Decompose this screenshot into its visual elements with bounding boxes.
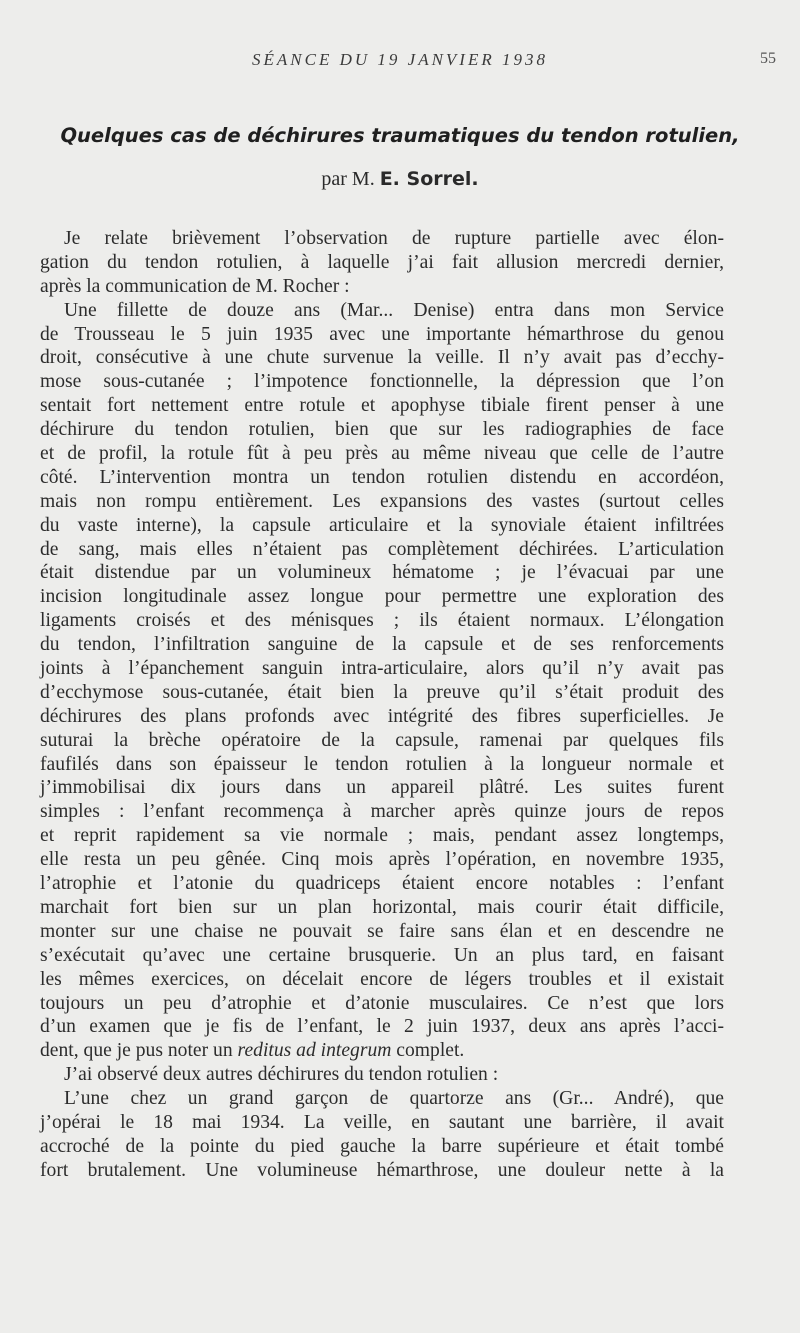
author-name: E. Sorrel. xyxy=(379,168,479,190)
text-line: elle resta un peu gênée. Cinq mois après l’opération, en novembre 1935, xyxy=(40,849,724,871)
text-line: joints à l’épanchement sanguin intra-articulaire, alors qu’il n’y avait pas xyxy=(40,658,724,680)
byline xyxy=(0,168,800,191)
italic-phrase: reditus ad integrum xyxy=(237,1040,392,1062)
text-line: l’atrophie et l’atonie du quadriceps étaient encore notables : l’enfant xyxy=(40,873,724,895)
text-line: était distendue par un volumineux hématome ; je l’évacuai par une xyxy=(40,562,724,584)
text-line: fort brutalement. Une volumineuse hémarthrose, une douleur nette à la xyxy=(40,1159,724,1181)
text-line: Je relate brièvement l’observation de rupture partielle avec élon- xyxy=(64,228,724,249)
text-line: ligaments croisés et des ménisques ; ils étaient normaux. L’élongation xyxy=(40,610,724,632)
text-line: et reprit rapidement sa vie normale ; mais, pendant assez longtemps, xyxy=(40,825,724,847)
running-title: SÉANCE DU 19 JANVIER 1938 xyxy=(252,50,548,69)
text-line: mose sous-cutanée ; l’impotence fonctionnelle, la dépression que l’on xyxy=(40,371,724,393)
text-line: de Trousseau le 5 juin 1935 avec une importante hémarthrose du genou xyxy=(40,323,724,345)
text-line: après la communication de M. Rocher : xyxy=(40,275,350,297)
text-line: Une fillette de douze ans (Mar... Denise) entra dans mon Service xyxy=(64,299,724,321)
text-line: faufilés dans son épaisseur le tendon rotulien à la longueur normale et xyxy=(40,753,724,775)
body-text xyxy=(40,227,724,1183)
text-line: j’opérai le 18 mai 1934. La veille, en sautant une barrière, il avait xyxy=(40,1111,724,1133)
text-line: sentait fort nettement entre rotule et apophyse tibiale firent penser à une xyxy=(40,395,724,417)
text-line: accroché de la pointe du pied gauche la barre supérieure et était tombé xyxy=(40,1135,724,1157)
text-line: d’ecchymose sous-cutanée, était bien la preuve qu’il s’était produit des xyxy=(40,681,724,703)
text-line: simples : l’enfant recommença à marcher après quinze jours de repos xyxy=(40,801,724,823)
text-line: de sang, mais elles n’étaient pas complètement déchirées. L’articulation xyxy=(40,538,724,560)
text-line: mais non rompu entièrement. Les expansions des vastes (surtout celles xyxy=(40,490,724,512)
text-line: et de profil, la rotule fût à peu près au même niveau que celle de l’autre xyxy=(40,443,724,465)
page-number: 55 xyxy=(760,50,776,67)
text-line xyxy=(40,1039,724,1063)
text-line: droit, consécutive à une chute survenue la veille. Il n’y avait pas d’ecchy- xyxy=(40,347,724,369)
text-line: d’un examen que je fis de l’enfant, le 2 juin 1937, deux ans après l’acci- xyxy=(40,1016,724,1038)
text-line-end: complet. xyxy=(391,1040,465,1062)
text-line: déchirures des plans profonds avec intégrité des fibres superficielles. Je xyxy=(40,705,724,727)
text-line: les mêmes exercices, on décelait encore de légers troubles et il existait xyxy=(40,968,724,990)
text-line-start: dent, que je pus noter un xyxy=(40,1040,233,1062)
text-line: marchait fort bien sur un plan horizontal, mais courir était difficile, xyxy=(40,896,724,918)
text-line: incision longitudinale assez longue pour permettre une exploration des xyxy=(40,586,724,608)
article-title: Quelques cas de déchirures traumatiques du tendon rotulien, xyxy=(60,124,740,147)
text-line: toujours un peu d’atrophie et d’atonie musculaires. Ce n’est que lors xyxy=(40,992,724,1014)
running-header xyxy=(0,50,800,72)
text-line: gation du tendon rotulien, à laquelle j’ai fait allusion mercredi dernier, xyxy=(40,251,724,273)
text-line: déchirure du tendon rotulien, bien que sur les radiographies de face xyxy=(40,419,724,441)
text-line: J’ai observé deux autres déchirures du tendon rotulien : xyxy=(64,1064,499,1086)
text-line: du vaste interne), la capsule articulaire et la synoviale étaient infiltrées xyxy=(40,514,724,536)
text-line: du tendon, l’infiltration sanguine de la capsule et de ses renforcements xyxy=(40,634,724,656)
text-line: suturai la brèche opératoire de la capsule, ramenai par quelques fils xyxy=(40,729,724,751)
byline-prefix: par M. xyxy=(321,168,375,190)
text-line: côté. L’intervention montra un tendon rotulien distendu en accordéon, xyxy=(40,466,724,488)
text-line: L’une chez un grand garçon de quartorze ans (Gr... André), que xyxy=(64,1088,724,1110)
text-line: monter sur une chaise ne pouvait se faire sans élan et en descendre ne xyxy=(40,920,724,942)
text-line: j’immobilisai dix jours dans un appareil plâtré. Les suites furent xyxy=(40,777,724,799)
text-line: s’exécutait qu’avec une certaine brusquerie. Un an plus tard, en faisant xyxy=(40,944,724,966)
